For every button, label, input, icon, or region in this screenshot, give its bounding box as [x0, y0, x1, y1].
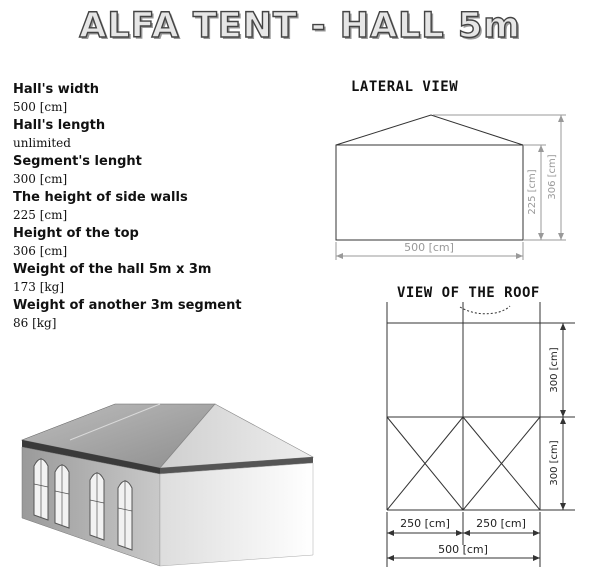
spec-label: Hall's length	[13, 118, 106, 133]
roof-half-width-label-1: 250 [cm]	[400, 517, 450, 530]
lateral-view-title: LATERAL VIEW	[351, 79, 459, 95]
roof-segment-label-2: 300 [cm]	[549, 440, 560, 486]
spec-label: The height of side walls	[13, 190, 188, 205]
spec-value: 86 [kg]	[13, 316, 57, 330]
spec-label: Hall's width	[13, 82, 100, 97]
spec-value: 306 [cm]	[13, 244, 68, 258]
spec-label: Height of the top	[13, 226, 139, 241]
roof-view-title: VIEW OF THE ROOF	[397, 285, 540, 301]
roof-segment-label-1: 300 [cm]	[549, 347, 560, 393]
tent-gable-wall	[160, 463, 313, 566]
spec-label: Weight of the hall 5m x 3m	[13, 262, 212, 277]
lateral-top-height-label: 306 [cm]	[547, 154, 558, 200]
spec-value: 500 [cm]	[13, 100, 68, 114]
lateral-width-label: 500 [cm]	[404, 241, 454, 254]
spec-value: 300 [cm]	[13, 172, 68, 186]
roof-width-label: 500 [cm]	[438, 543, 488, 556]
page-title: ALFA TENT - HALL 5m	[79, 6, 521, 46]
spec-label: Weight of another 3m segment	[13, 298, 242, 313]
spec-value: unlimited	[13, 136, 71, 150]
spec-value: 173 [kg]	[13, 280, 65, 294]
roof-half-width-label-2: 250 [cm]	[476, 517, 526, 530]
spec-value: 225 [cm]	[13, 208, 68, 222]
lateral-wall-height-label: 225 [cm]	[527, 169, 538, 215]
spec-label: Segment's lenght	[13, 154, 142, 169]
